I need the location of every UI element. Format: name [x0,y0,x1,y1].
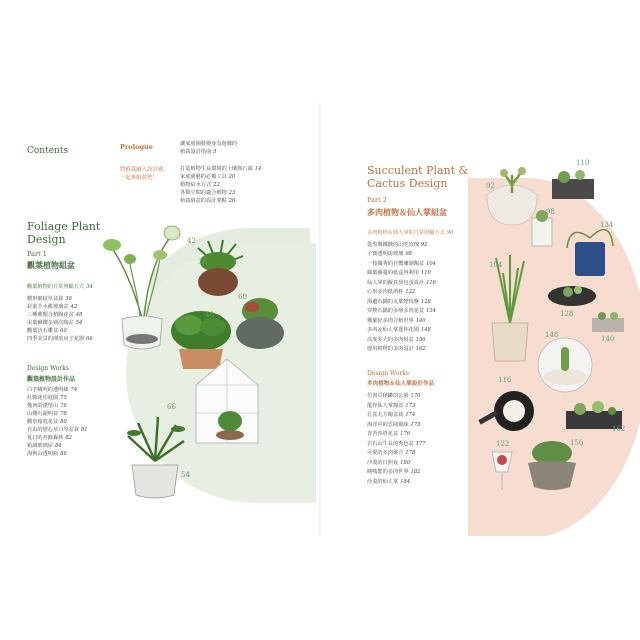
photo-number: 60 [238,293,247,301]
photo-number: 140 [601,335,615,343]
contents-label: Contents [27,146,69,156]
prologue-line-2[interactable]: 植栽設計指南 5 [180,149,217,155]
photo-number: 48 [205,311,214,319]
part2-label: Part 2 [367,196,387,204]
part2-title: 多肉植物＆仙人掌組盆 [367,207,447,217]
succulent-works-label: Design Works [367,370,409,377]
list-item[interactable]: 一枝獨秀的自嚮珊瑚陶盆 104 [367,261,436,267]
list-item[interactable]: 穿梭石鍋的多層多肉花盆 134 [367,308,436,314]
stone-carving-pot-photo[interactable] [232,293,287,353]
list-item[interactable]: 白芋曦咬的透明缽 74 [27,387,78,393]
greenhouse-planter-photo[interactable] [190,355,265,445]
gray-planter-photo[interactable] [590,308,626,334]
list-item[interactable]: 觀葉仿石雕盆 60 [27,328,67,334]
intro-label: 將植栽融入設計感， 一起來組盆吧！ [120,167,169,181]
stone-dish-succulent-photo[interactable] [546,278,598,308]
list-item[interactable]: 運用柑橙的多肉設計 162 [367,346,426,352]
intro-item[interactable]: 植物給水方式 22 [180,182,220,188]
photo-number: 42 [187,237,196,245]
photo-number: 104 [489,261,503,269]
list-item[interactable]: 沙漠的日照夜 180 [367,460,411,466]
list-item[interactable]: 多肉＆仙人掌迷你花園 148 [367,327,431,333]
foliage-care-link[interactable]: 觀葉植物的日常照顧方式 34 [27,284,93,290]
list-item[interactable]: 箱讀玻璃屋 84 [27,443,62,449]
succulent-section-title: Succulent Plant & Cactus Design [367,164,469,190]
prologue-line-1[interactable]: 讓家庭園藝變身為遊戲的 [180,141,238,147]
page-fold [319,103,321,536]
list-item[interactable]: 心形多肉紙酒杯 122 [367,289,416,295]
list-item[interactable]: 觀草箱庭花盆 80 [27,419,67,425]
fern-stone-pot-photo[interactable] [188,236,248,301]
list-item[interactable]: 仙人掌的擬真荷包蛋設計 116 [367,280,436,286]
list-item[interactable]: 佛羅紀多肉合植世界 140 [367,318,426,324]
photo-number: 54 [181,471,190,479]
intro-item[interactable]: 家庭園藝的必備工具 20 [180,174,236,180]
photo-number: 128 [560,310,574,318]
intro-item[interactable]: 打造植物生長環境的土壤與石頭 14 [180,166,262,172]
photo-number: 148 [545,331,559,339]
succulent-care-link[interactable]: 多肉植物＆仙人掌的日常照顧方式 90 [367,230,454,236]
list-item[interactable]: 彩葉芋水耕玻璃盆 42 [27,304,78,310]
foliage-works-title: 觀葉植物設計作品 [27,376,76,383]
photo-number: 92 [486,182,495,190]
list-item[interactable]: 三種蕨類合植陶花盆 48 [27,312,83,318]
list-item[interactable]: 海狗山透明瓶 86 [27,451,67,457]
list-item[interactable]: 映嗎能的多肉世界 182 [367,469,421,475]
intro-item[interactable]: 各類空間的適合植物 23 [180,190,236,196]
photo-number: 156 [570,439,584,447]
dark-box-succulent-photo[interactable] [548,161,598,203]
book-spread [0,103,640,536]
list-item[interactable]: 龍骨仙人掌陶盆 173 [367,403,416,409]
part1-label: Part 1 [27,250,47,258]
list-item[interactable]: 孔雀丸方陶盆栽 174 [367,412,416,418]
photo-number: 98 [546,208,555,216]
list-item[interactable]: 樹形網紋草盆栽 36 [27,296,72,302]
list-item[interactable]: 幾何的漢堡山 76 [27,403,67,409]
photo-number: 162 [612,425,626,433]
list-item[interactable]: 山側石頭明盆 78 [27,411,67,417]
list-item[interactable]: 紅脈迷你庭園 75 [27,395,67,401]
intro-item[interactable]: 植栽組盆的設計要點 26 [180,198,236,204]
list-item[interactable]: 美葉蘇鐵多層次陶盆 54 [27,320,83,326]
list-item[interactable]: 從黑盤鐵戲的山吃玫瑰 92 [367,242,428,248]
photo-number: 36 [198,258,207,266]
photo-number: 134 [600,221,614,229]
photo-number: 66 [167,403,176,411]
photo-number: 122 [496,440,510,448]
frying-pan-cactus-photo[interactable] [478,385,540,435]
cycad-ceramic-pot-photo[interactable] [120,411,190,501]
list-item[interactable]: 沙漠的仙人掌 184 [367,479,411,485]
glass-bowl-garden-photo[interactable] [535,335,595,395]
list-item[interactable]: 青苔莎塔花盆 176 [367,431,411,437]
list-item[interactable]: 四季美景的開放房子花器 66 [27,336,93,342]
part1-title: 觀葉植物組盆 [27,260,75,270]
list-item[interactable]: 岩石山生長的秀色盆 177 [367,441,426,447]
list-item[interactable]: 可愛的多肉聚合 178 [367,450,416,456]
tall-cactus-pot-photo[interactable] [488,253,533,363]
list-item[interactable]: 海洋中的雲岡風味 175 [367,422,421,428]
foliage-section-title: Foliage Plant Design [27,220,101,246]
list-item[interactable]: 仿書頁積罐的公園 170 [367,393,421,399]
foliage-works-label: Design Works [27,365,69,372]
succulent-works-title: 多肉植物＆仙人掌設計作品 [367,381,435,387]
list-item[interactable]: 高度差大的多肉組盆 156 [367,337,426,343]
list-item[interactable]: 海邊石鍋的丸葉煙枝盤 128 [367,299,431,305]
photo-number: 110 [576,159,590,167]
list-item[interactable]: 綠葉藤蔓的紙盒再利用 110 [367,270,431,276]
photo-number: 116 [498,376,512,384]
prologue-label: Prologue [120,143,153,151]
list-item[interactable]: 夏日的苔蘚森林 82 [27,435,72,441]
list-item[interactable]: 自由的戀心草口琴盆栽 81 [27,427,88,433]
list-item[interactable]: 子寶透明街玻璃 98 [367,251,412,257]
wine-glass-succulent-photo[interactable] [488,448,516,498]
